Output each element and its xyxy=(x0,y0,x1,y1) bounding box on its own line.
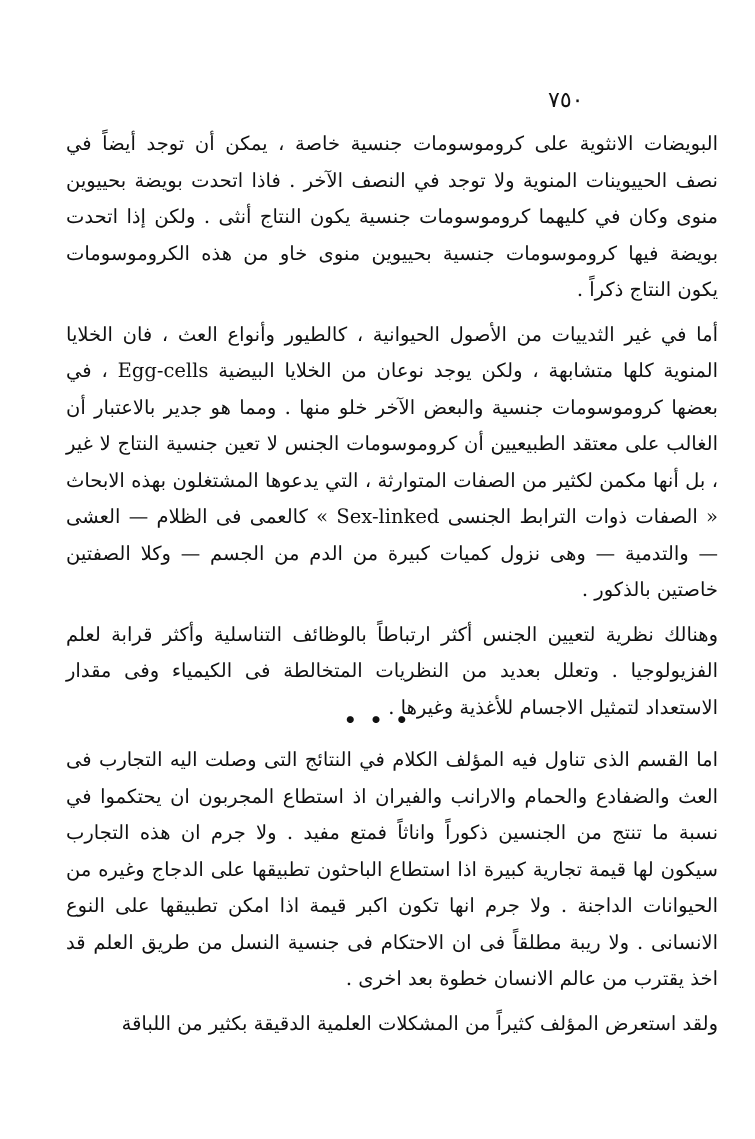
page-number: ٧٥٠ xyxy=(548,88,584,113)
section-separator: • • • xyxy=(343,708,412,732)
section-one-text xyxy=(66,126,718,734)
paragraph: البويضات الانثوية على كروموسومات جنسية خاصة ، يمكن أن توجد أيضاً في نصف الحييوينات المنوية ولا توجد في النصف الآخر . فاذا اتحدت بويضة بحييوين منوى وكان في كليهما كروموسومات جنسية يكون النتاج أنثى . ولكن إذا اتحدت بويضة فيها كروموسومات جنسية بحييوين منوى خاو من هذه الكروموسومات يكون النتاج ذكراً . xyxy=(66,132,718,301)
paragraph: اما القسم الذى تناول فيه المؤلف الكلام في النتائج التى وصلت اليه التجارب فى العث والضفادع والحمام والارانب والفيران اذ استطاع المجربون ان يحتكموا في نسبة ما تنتج من الجنسين ذكوراً واناثاً فمتع مفيد . ولا جرم ان هذه التجارب سيكون لها قيمة تجارية كبيرة اذا استطاع الباحثون تطبيقها على الدجاج وغيره من الحيوانات الداجنة . ولا جرم انها تكون اكبر قيمة اذا امكن تطبيقها على النوع الانسانى . ولا ريبة مطلقاً فى ان الاحتكام فى جنسية النسل من طريق العلم قد اخذ يقترب من عالم الانسان خطوة بعد اخرى . xyxy=(66,748,718,990)
paragraph: ولقد استعرض المؤلف كثيراً من المشكلات العلمية الدقيقة بكثير من اللباقة xyxy=(121,1011,718,1035)
paragraph: وهنالك نظرية لتعيين الجنس أكثر ارتباطاً بالوظائف التناسلية وأكثر قرابة لعلم الفزيولوجيا . وتعلل بعديد من النظريات المتخالطة فى الكيمياء وفى مقدار الاستعداد لتمثيل الاجسام للأغذية وغيرها . xyxy=(66,622,718,719)
section-two-text xyxy=(66,742,718,1050)
paragraph: أما في غير الثدييات من الأصول الحيوانية ، كالطيور وأنواع العث ، فان الخلايا المنوية كلها متشابهة ، ولكن يوجد نوعان من الخلايا البيضية Egg-cells ، في بعضها كروموسومات جنسية والبعض الآخر خلو منها . ومما هو جدير بالاعتبار أن الغالب على معتقد الطبيعيين أن كروموسومات الجنس لا تعين جنسية النتاج لا غير ، بل أنها مكمن لكثير من الصفات المتوارثة ، التي يدعوها المشتغلون بهذه الابحاث « الصفات ذوات الترابط الجنسى Sex-linked » كالعمى فى الظلام — العشى — والتدمية — وهى نزول كميات كبيرة من الدم من الجسم — وكلا الصفتين خاصتين بالذكور . xyxy=(66,322,719,601)
